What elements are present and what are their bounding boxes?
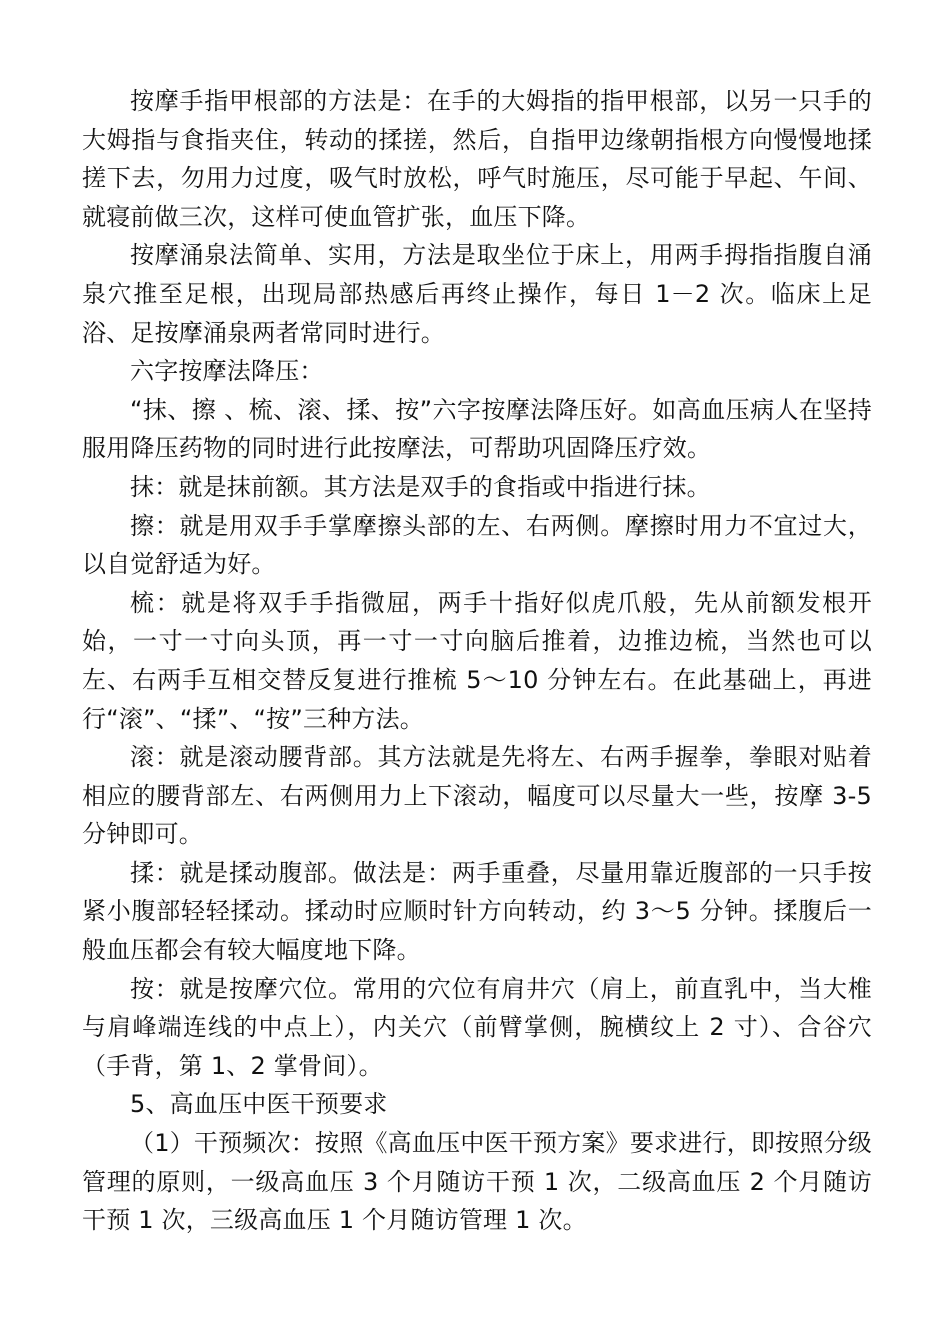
paragraph-fingernail-massage: 按摩手指甲根部的方法是：在手的大姆指的指甲根部，以另一只手的大姆指与食指夹住，转动的揉搓，然后，自指甲边缘朝指根方向慢慢地揉搓下去，勿用力过度，吸气时放松，呼气时施压，尽可能于早起、午间、就寝前做三次，这样可使血管扩张，血压下降。 xyxy=(82,87,872,231)
paragraph-rou: 揉：就是揉动腹部。做法是：两手重叠，尽量用靠近腹部的一只手按紧小腹部轻轻揉动。揉动时应顺时针方向转动，约 3～5 分钟。揉腹后一般血压都会有较大幅度地下降。 xyxy=(82,858,872,965)
paragraph-yongquan-massage: 按摩涌泉法简单、实用，方法是取坐位于床上，用两手拇指指腹自涌泉穴推至足根，出现局部热感后再终止操作，每日 1－2 次。临床上足浴、足按摩涌泉两者常同时进行。 xyxy=(82,241,872,347)
paragraph-gun: 滚：就是滚动腰背部。其方法就是先将左、右两手握拳，拳眼对贴着相应的腰背部左、右两侧用力上下滚动，幅度可以尽量大一些，按摩 3-5 分钟即可。 xyxy=(82,743,872,849)
paragraph-ca: 擦：就是用双手手掌摩擦头部的左、右两侧。摩擦时用力不宜过大，以自觉舒适为好。 xyxy=(82,511,872,579)
document-body xyxy=(82,82,872,1240)
section-heading-tcm-intervention: 5、高血压中医干预要求 xyxy=(130,1090,388,1119)
paragraph-shu: 梳：就是将双手手指微屈，两手十指好似虎爪般，先从前额发根开始，一寸一寸向头顶，再一寸一寸向脑后推着，边推边梳，当然也可以左、右两手互相交替反复进行推梳 5～10 分钟左右。在此基础上，再进行“滚”、“揉”、“按”三种方法。 xyxy=(82,588,872,733)
paragraph-mo: 抹：就是抹前额。其方法是双手的食指或中指进行抹。 xyxy=(130,472,711,501)
paragraph-six-word-heading: 六字按摩法降压： xyxy=(130,357,324,386)
paragraph-six-word-intro: “抹、擦 、梳、滚、揉、按”六字按摩法降压好。如高血压病人在坚持服用降压药物的同时进行此按摩法，可帮助巩固降压疗效。 xyxy=(82,395,872,463)
paragraph-intervention-frequency: （1）干预频次：按照《高血压中医干预方案》要求进行，即按照分级管理的原则，一级高血压 3 个月随访干预 1 次，二级高血压 2 个月随访干预 1 次，三级高血压 1 个月随访管理 1 次。 xyxy=(82,1129,872,1235)
paragraph-an: 按：就是按摩穴位。常用的穴位有肩井穴（肩上，前直乳中，当大椎与肩峰端连线的中点上），内关穴（前臂掌侧，腕横纹上 2 寸）、合谷穴（手背，第 1、2 掌骨间）。 xyxy=(82,974,872,1080)
